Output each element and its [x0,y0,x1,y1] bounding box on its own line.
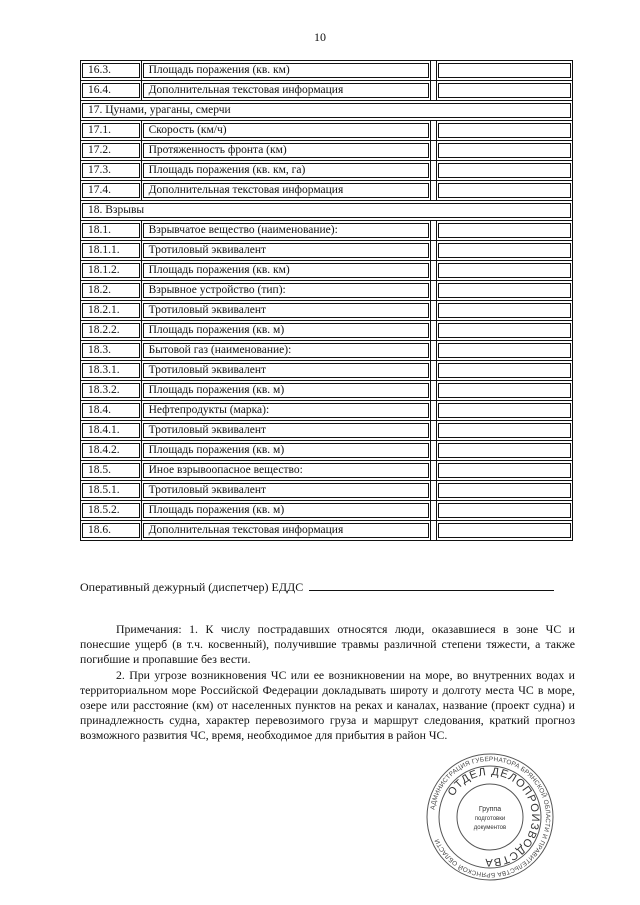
table-row [81,521,573,541]
row-number: 18.2.2. [82,323,140,338]
office-stamp [425,752,555,882]
row-label: Взрывное устройство (тип): [143,283,429,298]
row-number: 18.1.1. [82,243,140,258]
section-row [81,201,573,221]
value-field[interactable] [438,123,571,138]
value-field[interactable] [438,503,571,518]
value-field[interactable] [438,63,571,78]
value-field[interactable] [438,263,571,278]
value-field[interactable] [438,423,571,438]
note-2: 2. При угрозе возникновения ЧС или ее возникновении на море, во внутренних водах и территориальном море Российской Федерации докладывать широту и долготу места ЧС в море, озере или расстояние (км) от населенных пунктов на реках и каналах, название (проект судна) и принадлежность судна, характер перевозимого груза и маршрут следования, краткий прогноз возможного развития ЧС, время, необходимое для прибытия в район ЧС. [80,668,575,742]
note-1: Примечания: 1. К числу пострадавших относятся люди, оказавшиеся в зоне ЧС и понесшие ущерб (в т.ч. косвенный), получившие травмы различной степени тяжести, а также погибшие и пропавшие без вести. [80,622,575,666]
table-row [81,221,573,241]
value-field[interactable] [438,523,571,538]
page-number: 10 [314,30,326,44]
value-field[interactable] [438,223,571,238]
value-field[interactable] [438,463,571,478]
row-number: 18.5.2. [82,503,140,518]
table-row [81,121,573,141]
value-field[interactable] [438,143,571,158]
value-field[interactable] [438,443,571,458]
row-number: 18.4. [82,403,140,418]
row-label: Тротиловый эквивалент [143,423,429,438]
table-row [81,181,573,201]
row-label: Протяженность фронта (км) [143,143,429,158]
section-row [81,101,573,121]
table-row [81,401,573,421]
value-field[interactable] [438,283,571,298]
row-label: Нефтепродукты (марка): [143,403,429,418]
table-row [81,321,573,341]
stamp-center-line-2: подготовки [474,816,506,822]
row-label: Тротиловый эквивалент [143,243,429,258]
section-heading: 17. Цунами, ураганы, смерчи [82,103,571,118]
row-number: 18.1. [82,223,140,238]
row-number: 17.2. [82,143,140,158]
row-label: Дополнительная текстовая информация [143,83,429,98]
row-number: 16.3. [82,63,140,78]
table-row [81,341,573,361]
table-row [81,81,573,101]
row-number: 18.4.1. [82,423,140,438]
value-field[interactable] [438,183,571,198]
row-label: Площадь поражения (кв. м) [143,443,429,458]
row-number: 18.5. [82,463,140,478]
value-field[interactable] [438,383,571,398]
stamp-center-line-1: Группа [478,806,502,813]
value-field[interactable] [438,303,571,318]
row-label: Площадь поражения (кв. км) [143,63,429,78]
row-number: 18.4.2. [82,443,140,458]
value-field[interactable] [438,243,571,258]
row-label: Площадь поражения (кв. км) [143,263,429,278]
value-field[interactable] [438,363,571,378]
row-number: 17.1. [82,123,140,138]
table-row [81,141,573,161]
table-row [81,301,573,321]
table-row [81,161,573,181]
row-number: 17.3. [82,163,140,178]
value-field[interactable] [438,343,571,358]
row-number: 18.3.1. [82,363,140,378]
value-field[interactable] [438,403,571,418]
row-label: Дополнительная текстовая информация [143,523,429,538]
report-form-table [80,60,573,541]
row-label: Площадь поражения (кв. км, га) [143,163,429,178]
signature-line [80,579,554,595]
table-row [81,421,573,441]
row-number: 18.2. [82,283,140,298]
row-label: Площадь поражения (кв. м) [143,503,429,518]
row-label: Взрывчатое вещество (наименование): [143,223,429,238]
table-row [81,501,573,521]
row-label: Площадь поражения (кв. м) [143,383,429,398]
table-row [81,441,573,461]
row-label: Бытовой газ (наименование): [143,343,429,358]
row-number: 18.5.1. [82,483,140,498]
row-number: 16.4. [82,83,140,98]
row-label: Тротиловый эквивалент [143,303,429,318]
row-number: 18.1.2. [82,263,140,278]
row-label: Тротиловый эквивалент [143,363,429,378]
stamp-outer-text: АДМИНИСТРАЦИЯ ГУБЕРНАТОРА БРЯНСКОЙ ОБЛАСТИ И ПРАВИТЕЛЬСТВА БРЯНСКОЙ ОБЛАСТИ [429,755,552,879]
row-label: Иное взрывоопасное вещество: [143,463,429,478]
notes [80,622,575,743]
row-label: Скорость (км/ч) [143,123,429,138]
value-field[interactable] [438,483,571,498]
row-label: Дополнительная текстовая информация [143,183,429,198]
row-number: 18.2.1. [82,303,140,318]
row-label: Площадь поражения (кв. м) [143,323,429,338]
table-row [81,381,573,401]
row-label: Тротиловый эквивалент [143,483,429,498]
table-row [81,61,573,81]
section-heading: 18. Взрывы [82,203,571,218]
table-row [81,461,573,481]
value-field[interactable] [438,323,571,338]
row-number: 18.6. [82,523,140,538]
stamp-ring-text: ОТДЕЛ ДЕЛОПРОИЗВОДСТВА [445,765,542,869]
row-number: 17.4. [82,183,140,198]
row-number: 18.3. [82,343,140,358]
table-row [81,261,573,281]
table-row [81,281,573,301]
signature-label: Оперативный дежурный (диспетчер) ЕДДС [80,580,304,594]
value-field[interactable] [438,163,571,178]
table-row [81,361,573,381]
table-row [81,481,573,501]
row-number: 18.3.2. [82,383,140,398]
signature-blank[interactable] [309,579,554,591]
table-row [81,241,573,261]
value-field[interactable] [438,83,571,98]
stamp-center-line-3: документов [473,825,507,831]
